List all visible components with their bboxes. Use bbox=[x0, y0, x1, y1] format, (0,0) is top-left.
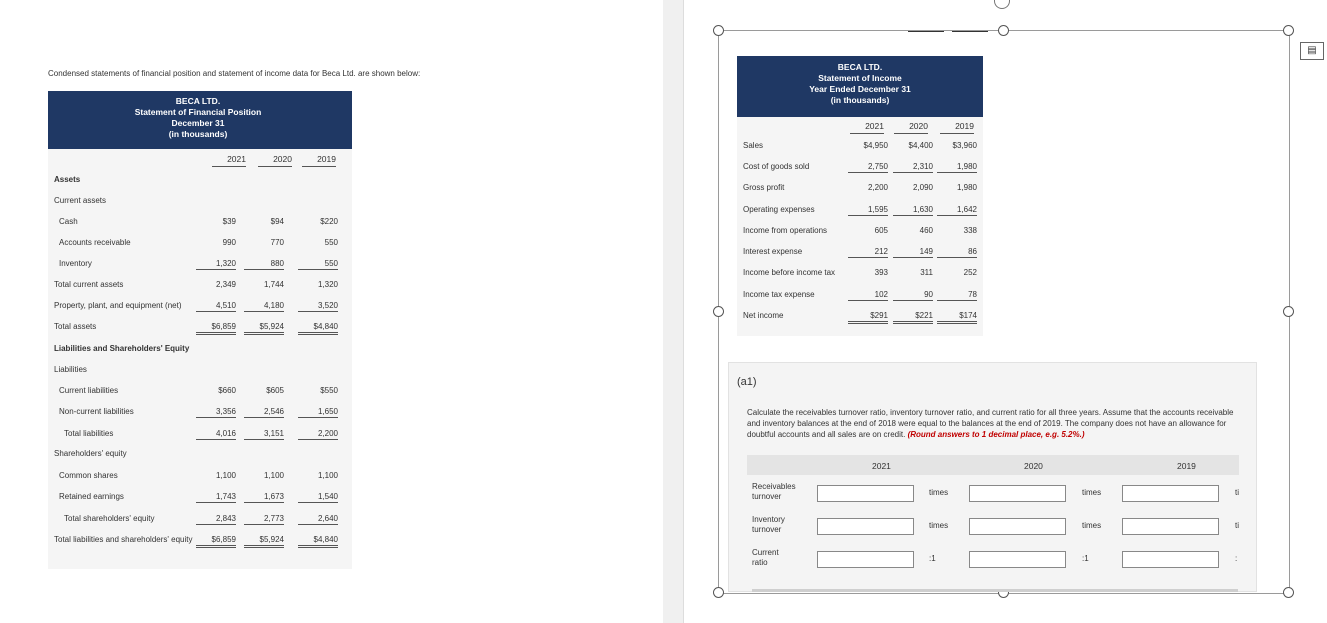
income-year-underline bbox=[850, 133, 884, 134]
unit-label: times bbox=[1082, 521, 1102, 530]
panel-splitter[interactable] bbox=[663, 0, 683, 623]
sfp-value: 3,520 bbox=[298, 301, 338, 312]
income-year-2019: 2019 bbox=[955, 121, 974, 131]
sfp-value: $94 bbox=[270, 217, 284, 226]
unit-label: ti bbox=[1235, 521, 1239, 530]
current-ratio-2021-input[interactable] bbox=[817, 551, 914, 568]
unit-label: :1 bbox=[1082, 554, 1089, 563]
income-year-underline bbox=[894, 133, 928, 134]
income-label-gross-profit: Gross profit bbox=[743, 183, 785, 192]
income-header-title: Statement of Income bbox=[818, 73, 902, 83]
horizontal-scrollbar[interactable] bbox=[752, 589, 1238, 592]
income-label-operating-expenses: Operating expenses bbox=[743, 205, 815, 214]
income-value: $221 bbox=[893, 311, 933, 324]
income-header bbox=[737, 56, 983, 117]
answer-col-2021: 2021 bbox=[872, 461, 891, 471]
income-value: 2,310 bbox=[893, 162, 933, 173]
sfp-year-underline bbox=[302, 166, 336, 167]
sfp-header-date: December 31 bbox=[171, 118, 225, 128]
income-header-units: (in thousands) bbox=[830, 95, 890, 105]
sfp-value: 1,100 bbox=[215, 471, 236, 480]
sfp-value: 1,320 bbox=[317, 280, 338, 289]
sfp-value: 550 bbox=[298, 259, 338, 270]
sfp-value: 1,673 bbox=[244, 492, 284, 503]
sfp-value: 4,180 bbox=[244, 301, 284, 312]
income-value: 460 bbox=[919, 226, 933, 235]
sfp-value: 2,773 bbox=[244, 514, 284, 525]
sfp-label-inventory: Inventory bbox=[59, 259, 92, 268]
income-label-cogs: Cost of goods sold bbox=[743, 162, 810, 171]
sfp-value: 2,349 bbox=[215, 280, 236, 289]
resize-handle-right[interactable] bbox=[1283, 306, 1294, 317]
unit-label: times bbox=[929, 521, 949, 530]
income-value: 252 bbox=[963, 268, 977, 277]
income-value: 90 bbox=[893, 290, 933, 301]
sfp-label-common-shares: Common shares bbox=[59, 471, 118, 480]
resize-handle-bottom-right[interactable] bbox=[1283, 587, 1294, 598]
sfp-label-total-assets: Total assets bbox=[54, 322, 97, 331]
income-value: 2,200 bbox=[867, 183, 888, 192]
income-value: 393 bbox=[874, 268, 888, 277]
income-value: 86 bbox=[937, 247, 977, 258]
income-value: 605 bbox=[874, 226, 888, 235]
sfp-value: $4,840 bbox=[298, 535, 338, 548]
sfp-label-liabilities: Liabilities bbox=[54, 365, 87, 374]
sfp-value: $5,924 bbox=[244, 322, 284, 335]
income-value: $3,960 bbox=[952, 141, 977, 150]
resize-handle-bottom-left[interactable] bbox=[713, 587, 724, 598]
sfp-year-2021: 2021 bbox=[227, 154, 246, 164]
sfp-value: $4,840 bbox=[298, 322, 338, 335]
sfp-value: 550 bbox=[324, 238, 338, 247]
row-label-line1: Inventory bbox=[752, 515, 785, 524]
sfp-label-noncurrent-liabilities: Non-current liabilities bbox=[59, 407, 134, 416]
sfp-value: 880 bbox=[244, 259, 284, 270]
sfp-value: 1,743 bbox=[196, 492, 236, 503]
row-label-current-ratio bbox=[752, 548, 779, 568]
sfp-label-shareholders-equity: Shareholders' equity bbox=[54, 449, 127, 458]
sfp-value: 4,016 bbox=[196, 429, 236, 440]
answer-grid-header bbox=[747, 455, 1239, 475]
resize-handle-top-left[interactable] bbox=[713, 25, 724, 36]
unit-label: times bbox=[1082, 488, 1102, 497]
income-value: $4,950 bbox=[863, 141, 888, 150]
row-label-line2: turnover bbox=[752, 525, 782, 534]
income-label-net-income: Net income bbox=[743, 311, 784, 320]
unit-label: ti bbox=[1235, 488, 1239, 497]
sfp-value: $220 bbox=[320, 217, 338, 226]
sfp-value: 2,200 bbox=[298, 429, 338, 440]
inventory-turnover-2019-input[interactable] bbox=[1122, 518, 1219, 535]
answer-col-2020: 2020 bbox=[1024, 461, 1043, 471]
sfp-value: 1,650 bbox=[298, 407, 338, 418]
sfp-label-cash: Cash bbox=[59, 217, 78, 226]
sfp-label-total-current-assets: Total current assets bbox=[54, 280, 124, 289]
sfp-year-2020: 2020 bbox=[273, 154, 292, 164]
unit-label: : bbox=[1235, 554, 1238, 563]
panel-divider-line bbox=[683, 0, 684, 623]
sfp-label-current-liabilities: Current liabilities bbox=[59, 386, 119, 395]
income-value: 311 bbox=[920, 268, 933, 277]
resize-handle-top-right[interactable] bbox=[1283, 25, 1294, 36]
income-value: 1,980 bbox=[956, 183, 977, 192]
sfp-value: 990 bbox=[222, 238, 236, 247]
unit-label: :1 bbox=[929, 554, 936, 563]
row-label-inventory-turnover bbox=[752, 515, 785, 535]
income-label-income-before-tax: Income before income tax bbox=[743, 268, 836, 277]
sfp-value: 3,151 bbox=[244, 429, 284, 440]
sfp-label-total-liabilities-equity: Total liabilities and shareholders' equity bbox=[54, 535, 193, 544]
sfp-header bbox=[48, 91, 352, 149]
income-year-2021: 2021 bbox=[865, 121, 884, 131]
question-body: Calculate the receivables turnover ratio, inventory turnover ratio, and current ratio for all three years. Assume that the accounts receivable and inventory balances at the end of 2018 were equal to the balances at the end of 2019. The company does not have an allowance for doubtful accounts and all sales are on credit. bbox=[747, 408, 1234, 439]
receivables-turnover-2021-input[interactable] bbox=[817, 485, 914, 502]
income-value: 1,980 bbox=[937, 162, 977, 173]
row-label-receivables-turnover bbox=[752, 482, 796, 502]
income-value: 102 bbox=[848, 290, 888, 301]
sfp-label-assets: Assets bbox=[54, 175, 81, 184]
sfp-label-accounts-receivable: Accounts receivable bbox=[59, 238, 131, 247]
sfp-value: $660 bbox=[218, 386, 236, 395]
sfp-header-units: (in thousands) bbox=[168, 129, 228, 139]
sfp-table-background bbox=[48, 149, 352, 569]
sfp-year-underline bbox=[258, 166, 292, 167]
inventory-turnover-2021-input[interactable] bbox=[817, 518, 914, 535]
income-value: 1,630 bbox=[893, 205, 933, 216]
income-value: $291 bbox=[848, 311, 888, 324]
sfp-value: $550 bbox=[320, 386, 338, 395]
income-year-2020: 2020 bbox=[909, 121, 928, 131]
sfp-value: $6,859 bbox=[196, 322, 236, 335]
row-label-line2: turnover bbox=[752, 492, 782, 501]
sfp-value: 4,510 bbox=[196, 301, 236, 312]
sfp-label-total-shareholders-equity: Total shareholders' equity bbox=[64, 514, 155, 523]
resize-handle-left[interactable] bbox=[713, 306, 724, 317]
sfp-value: 3,356 bbox=[196, 407, 236, 418]
sfp-label-current-assets: Current assets bbox=[54, 196, 107, 205]
resize-handle-top[interactable] bbox=[998, 25, 1009, 36]
sfp-header-company: BECA LTD. bbox=[175, 96, 221, 106]
sfp-value: 2,546 bbox=[244, 407, 284, 418]
answer-col-2019: 2019 bbox=[1177, 461, 1196, 471]
sfp-header-title: Statement of Financial Position bbox=[134, 107, 262, 117]
sfp-label-liabilities-equity: Liabilities and Shareholders' Equity bbox=[54, 344, 190, 353]
income-label-income-from-operations: Income from operations bbox=[743, 226, 828, 235]
sfp-value: 1,540 bbox=[298, 492, 338, 503]
income-label-interest-expense: Interest expense bbox=[743, 247, 803, 256]
row-label-line1: Receivables bbox=[752, 482, 796, 491]
rounding-instruction: (Round answers to 1 decimal place, e.g. 5.2%.) bbox=[907, 430, 1085, 439]
income-value: 338 bbox=[963, 226, 977, 235]
unit-label: times bbox=[929, 488, 949, 497]
inventory-turnover-2020-input[interactable] bbox=[969, 518, 1066, 535]
income-header-date: Year Ended December 31 bbox=[809, 84, 911, 94]
sfp-value: 770 bbox=[270, 238, 284, 247]
sfp-value: 1,100 bbox=[317, 471, 338, 480]
sfp-value: $5,924 bbox=[244, 535, 284, 548]
income-value: 78 bbox=[937, 290, 977, 301]
sfp-value: $6,859 bbox=[196, 535, 236, 548]
sfp-value: 2,843 bbox=[196, 514, 236, 525]
income-value: 2,090 bbox=[912, 183, 933, 192]
income-value: 1,595 bbox=[848, 205, 888, 216]
sfp-year-underline bbox=[212, 166, 246, 167]
income-value: 149 bbox=[893, 247, 933, 258]
income-value: $4,400 bbox=[908, 141, 933, 150]
sfp-label-retained-earnings: Retained earnings bbox=[59, 492, 124, 501]
income-label-income-tax-expense: Income tax expense bbox=[743, 290, 815, 299]
income-label-sales: Sales bbox=[743, 141, 764, 150]
sfp-value: 1,320 bbox=[196, 259, 236, 270]
income-value: $174 bbox=[937, 311, 977, 324]
sfp-label-total-liabilities: Total liabilities bbox=[64, 429, 114, 438]
income-header-company: BECA LTD. bbox=[837, 62, 883, 72]
question-label: (a1) bbox=[737, 376, 757, 388]
intro-text: Condensed statements of financial position and statement of income data for Beca Ltd. are shown below: bbox=[48, 69, 421, 78]
income-value: 1,642 bbox=[937, 205, 977, 216]
sfp-year-2019: 2019 bbox=[317, 154, 336, 164]
receivables-turnover-2019-input[interactable] bbox=[1122, 485, 1219, 502]
income-value: 212 bbox=[848, 247, 888, 258]
row-label-line2: ratio bbox=[752, 558, 768, 567]
image-insert-icon[interactable]: ▤ bbox=[1300, 42, 1324, 60]
current-ratio-2019-input[interactable] bbox=[1122, 551, 1219, 568]
receivables-turnover-2020-input[interactable] bbox=[969, 485, 1066, 502]
sfp-value: $605 bbox=[266, 386, 284, 395]
current-ratio-2020-input[interactable] bbox=[969, 551, 1066, 568]
sfp-value: 2,640 bbox=[298, 514, 338, 525]
sfp-value: $39 bbox=[222, 217, 236, 226]
sfp-value: 1,744 bbox=[263, 280, 284, 289]
sfp-label-ppe: Property, plant, and equipment (net) bbox=[54, 301, 182, 310]
rotate-handle[interactable] bbox=[994, 0, 1010, 9]
row-label-line1: Current bbox=[752, 548, 779, 557]
income-value: 2,750 bbox=[848, 162, 888, 173]
income-year-underline bbox=[940, 133, 974, 134]
question-text bbox=[747, 407, 1247, 440]
sfp-value: 1,100 bbox=[263, 471, 284, 480]
